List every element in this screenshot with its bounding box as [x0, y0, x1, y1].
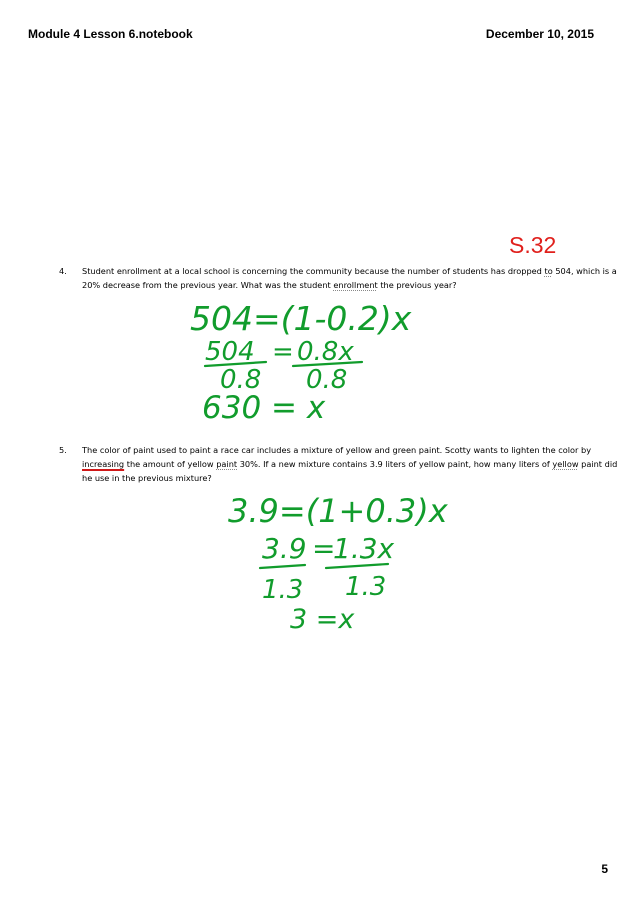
work-numerator: 504	[205, 337, 255, 367]
work-answer: 630 = x	[202, 390, 326, 426]
spellcheck-underline: paint	[216, 459, 238, 469]
work-numerator: 0.8x	[297, 337, 354, 367]
work-denominator: 0.8	[306, 365, 348, 395]
work-equation: 504=(1-0.2)x	[190, 299, 412, 338]
work-denominator: 0.8	[220, 365, 262, 395]
spellcheck-underline: yellow	[552, 459, 579, 469]
problem-text-segment: 30%. If a new mixture contains 3.9 liters of yellow paint, how many liters of	[237, 459, 553, 469]
problem-number: 5.	[59, 445, 67, 455]
slide-label: S.32	[509, 232, 557, 258]
page-date: December 10, 2015	[485, 27, 594, 41]
problem-text-segment: paint did he use in the previous mixture?	[82, 459, 618, 483]
work-numerator: 1.3x	[333, 532, 395, 565]
red-underline-annotation: increasing	[82, 459, 125, 469]
fraction-bar	[260, 565, 305, 568]
problem-text-segment: the previous year?	[377, 280, 457, 290]
work-numerator: 3.9	[262, 532, 307, 565]
work-answer: 3 =x	[290, 604, 355, 635]
spellcheck-underline: to	[544, 266, 553, 276]
page-number: 5	[601, 862, 608, 876]
work-equals: =	[312, 532, 336, 565]
problem-text-segment: Student enrollment at a local school is concerning the community because the number of students has dropped	[82, 266, 545, 276]
notebook-title: Module 4 Lesson 6.notebook	[28, 27, 193, 41]
work-denominator: 1.3	[262, 575, 304, 605]
problem-text-segment: The color of paint used to paint a race car includes a mixture of yellow and green paint. Scotty wants to lighten the color by	[82, 445, 592, 455]
work-equation: 3.9=(1+0.3)x	[228, 492, 448, 530]
problem-number: 4.	[59, 266, 67, 276]
work-problem-4	[190, 299, 412, 426]
problem-text-segment: the amount of yellow	[124, 459, 217, 469]
spellcheck-underline: enrollment	[333, 280, 378, 290]
work-equals: =	[272, 337, 294, 367]
problem-text-segment: 504, which is a 20% decrease from the previous year. What was the student	[82, 266, 617, 290]
work-problem-5	[228, 492, 449, 635]
work-denominator: 1.3	[345, 572, 387, 602]
